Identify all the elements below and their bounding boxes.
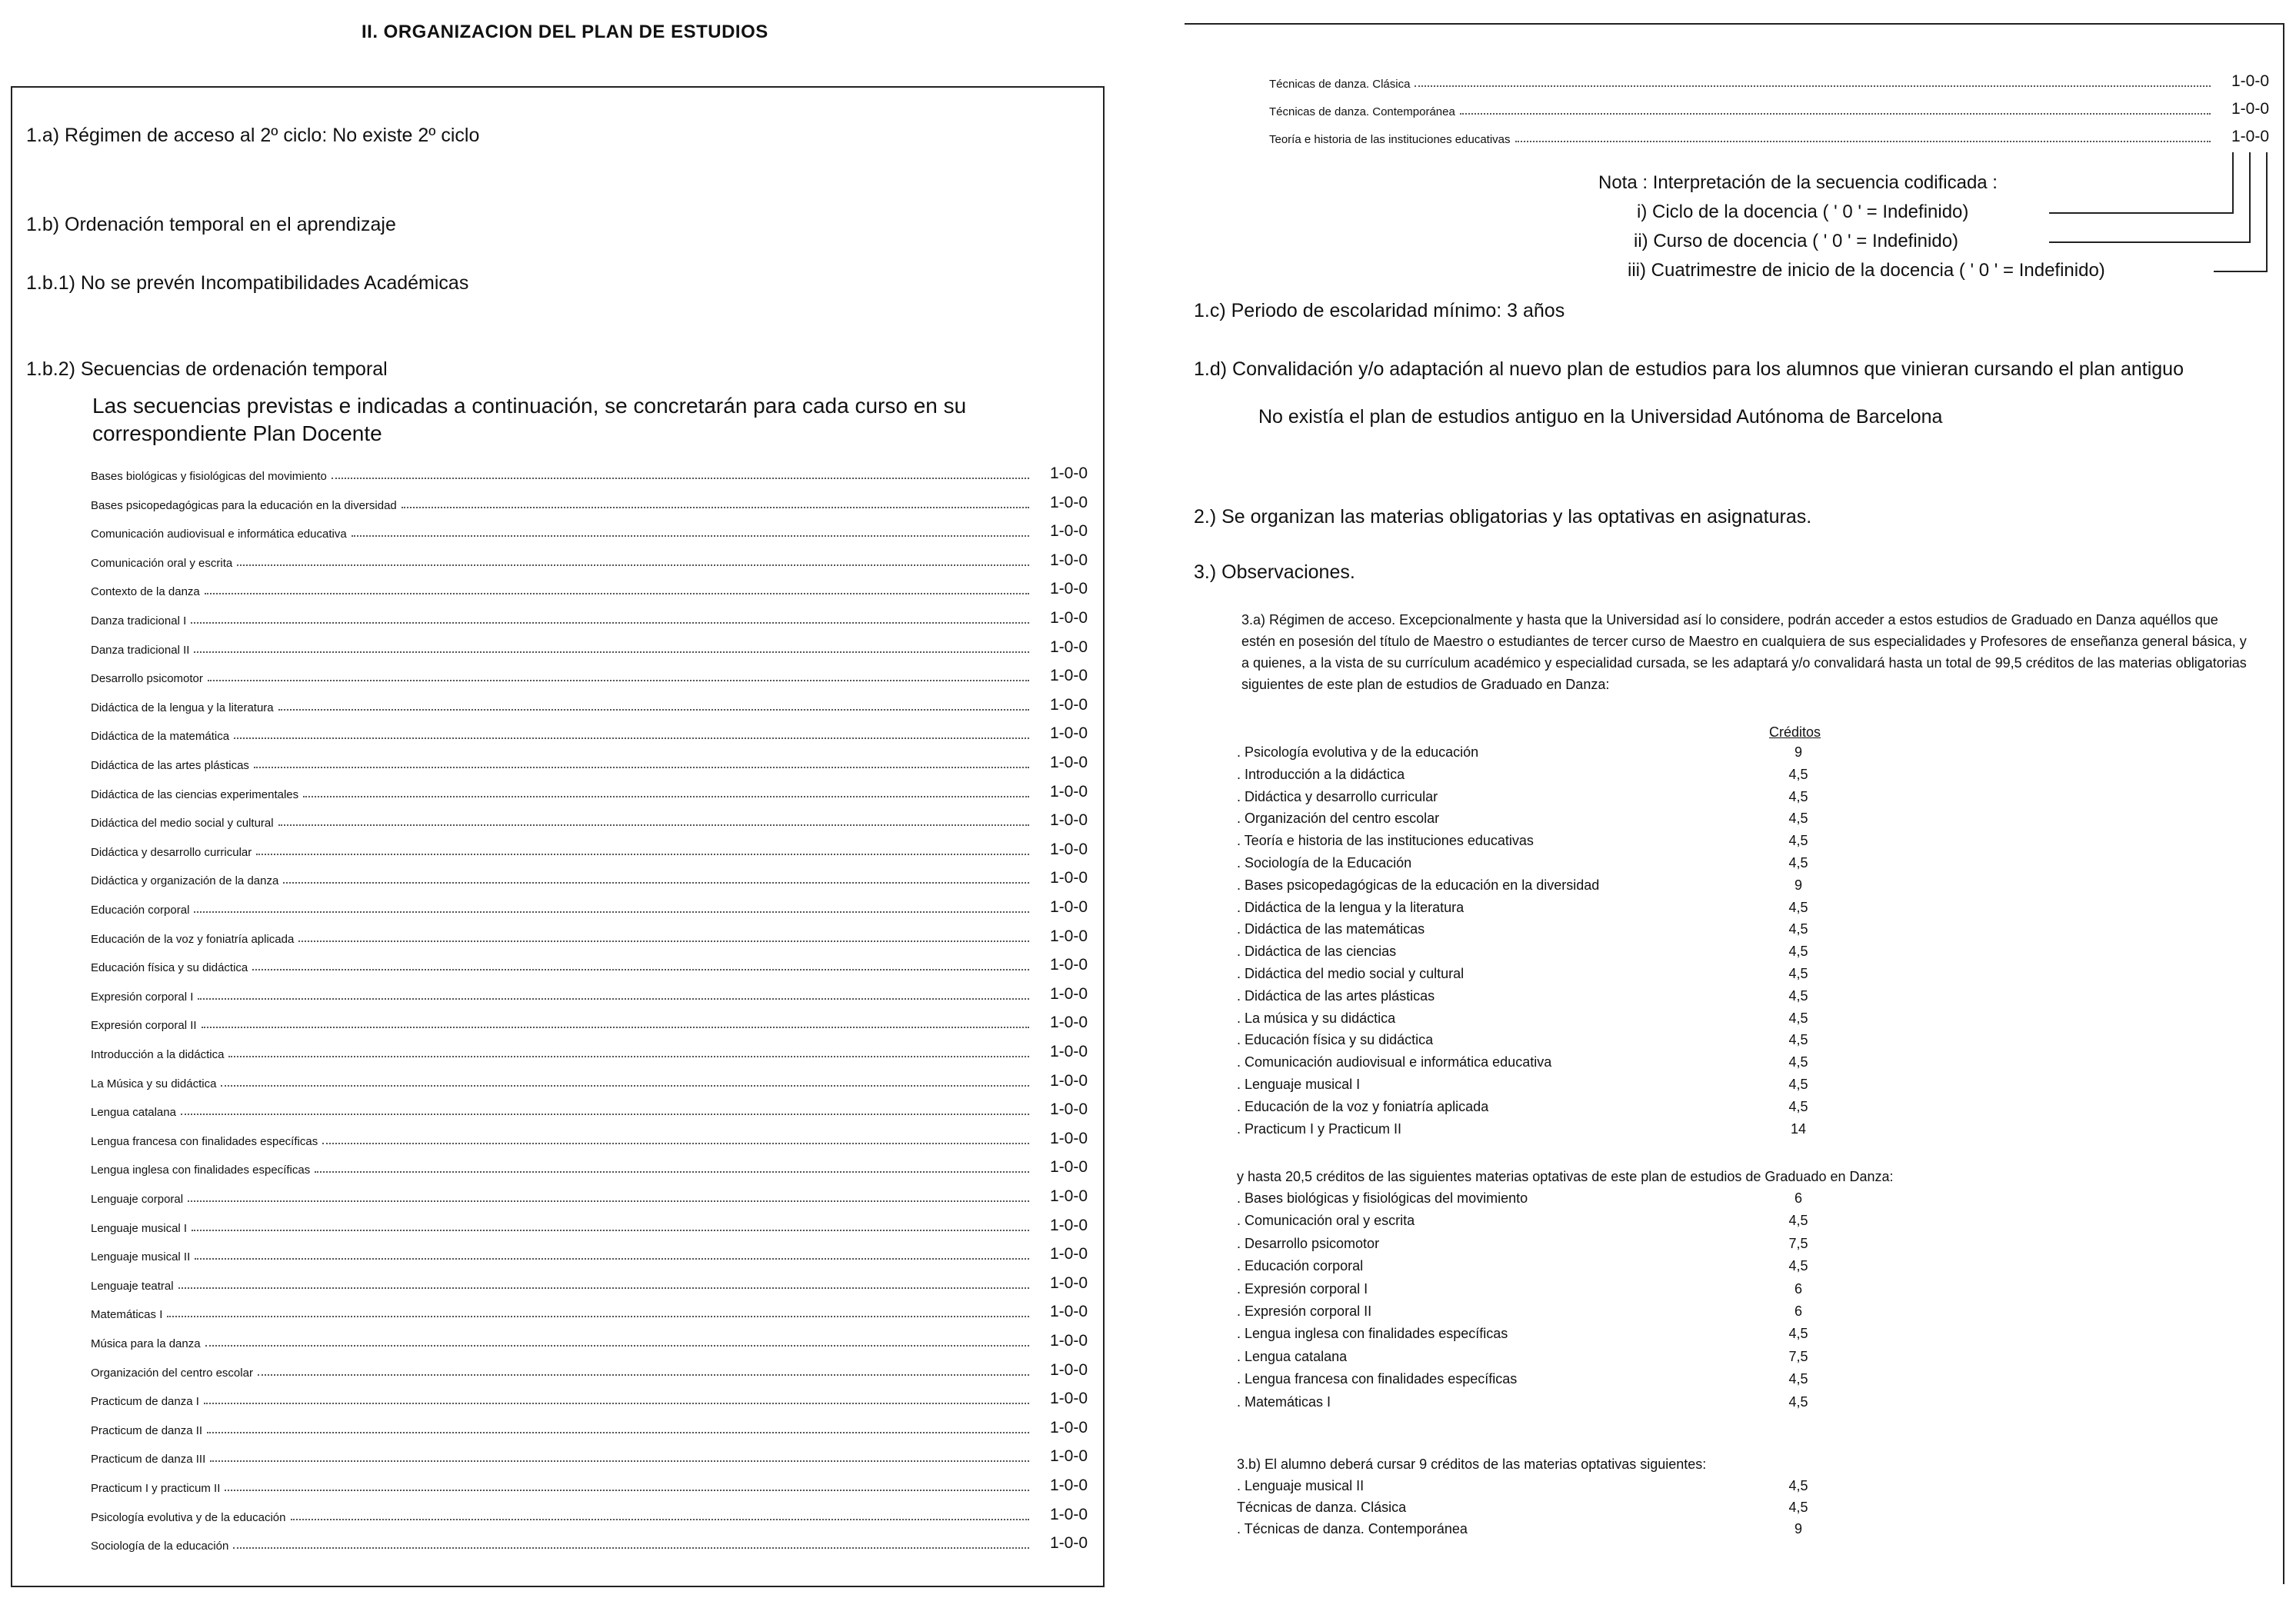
subject-name: Didáctica de la lengua y la literatura [91,701,274,714]
credit-value: 4,5 [1788,1393,1808,1410]
dot-leader [228,1056,1029,1057]
subject-name: Bases biológicas y fisiológicas del movimiento [91,470,327,483]
credit-subject: . Lenguaje musical I [1237,1077,1361,1092]
subject-name: Lengua francesa con finalidades específicas [91,1134,318,1148]
subject-row [91,640,1088,657]
subject-name: Educación corporal [91,904,190,917]
note-bracket-ii-vertical [2249,152,2251,243]
credit-subject: . Didáctica y desarrollo curricular [1237,788,1438,804]
credit-value: 4,5 [1788,1258,1808,1274]
credit-value: 4,5 [1788,1098,1808,1114]
sequence-code: 1-0-0 [1049,1418,1088,1437]
subject-name: Lenguaje musical I [91,1221,188,1235]
subject-row [1269,74,2269,91]
sequence-code: 1-0-0 [1049,811,1088,830]
credit-subject: . Didáctica de las artes plásticas [1237,987,1435,1004]
sequence-code: 1-0-0 [1049,1187,1088,1205]
credit-value: 4,5 [1788,1213,1808,1229]
credit-row [1237,1281,1821,1301]
subject-name: Practicum I y practicum II [91,1482,221,1495]
sequence-code: 1-0-0 [1049,1273,1088,1292]
section-3a-paragraph: 3.a) Régimen de acceso. Excepcionalmente y hasta que la Universidad así lo considere, podrán acceder a estos estudios de Graduado en Danza aquéllos que estén en posesión del título de Maestro o estudiantes de tercer curso de Maestro en cualquiera de sus especialidades y Profesores de enseñanza general básica, y a quienes, a la vista de su currículum académico y especialidad cursada, se les adaptará y/o convalidará hasta un total de 99,5 créditos de las materias obligatorias siguientes de este plan de estudios de Graduado en Danza: [1241,612,2247,692]
credit-row [1237,1032,1821,1052]
sequence-code: 1-0-0 [1049,580,1088,598]
credit-subject: . Bases psicopedagógicas de la educación en la diversidad [1237,877,1600,893]
sequence-code: 1-0-0 [1049,1014,1088,1032]
sequence-code: 1-0-0 [1049,956,1088,974]
dot-leader [1415,85,2211,87]
sequence-code: 1-0-0 [1049,1303,1088,1321]
subject-name: Educación física y su didáctica [91,961,248,975]
credit-subject: . Bases biológicas y fisiológicas del movimiento [1237,1190,1528,1206]
dot-leader [208,680,1029,681]
sequence-code: 1-0-0 [1049,1447,1088,1466]
subject-row [91,1507,1088,1524]
subject-name: Lengua inglesa con finalidades específicas [91,1164,311,1177]
subject-row [91,813,1088,830]
note-bracket-i-vertical [2232,152,2234,214]
page-title: II. ORGANIZACION DEL PLAN DE ESTUDIOS [362,22,768,42]
sequence-code: 1-0-0 [2231,128,2269,145]
subject-row [91,1478,1088,1495]
subject-name: Didáctica de las artes plásticas [91,759,249,772]
sequence-code: 1-0-0 [1049,1216,1088,1234]
subject-row [91,1333,1088,1350]
subject-row [91,1218,1088,1235]
credit-value: 4,5 [1788,1010,1808,1026]
credit-subject: . Organización del centro escolar [1237,811,1440,827]
dot-leader [195,1258,1029,1260]
credit-value: 4,5 [1788,833,1808,849]
subject-name: Bases psicopedagógicas para la educación en la diversidad [91,498,397,512]
credit-row [1237,1326,1821,1346]
credit-value: 6 [1794,1190,1802,1206]
credit-value: 7,5 [1788,1348,1808,1364]
subject-name: Educación de la voz y foniatría aplicada [91,932,295,946]
dot-leader [202,1027,1029,1028]
credit-value: 4,5 [1788,1371,1808,1387]
credit-row [1237,1500,1821,1520]
subject-name: Psicología evolutiva y de la educación [91,1510,286,1524]
subject-row [91,900,1088,917]
subject-row [91,957,1088,974]
credit-value: 9 [1794,744,1802,760]
subject-name: Expresión corporal II [91,1019,197,1033]
dot-leader [194,651,1029,653]
subject-row [91,1015,1088,1032]
credit-row [1237,1121,1821,1141]
subject-row [91,1420,1088,1437]
credit-subject: . Teoría e historia de las instituciones educativas [1237,833,1534,849]
dot-leader [322,1143,1029,1144]
credit-value: 4,5 [1788,1054,1808,1070]
sequence-code: 1-0-0 [1049,1390,1088,1408]
credit-subject: Técnicas de danza. Clásica [1237,1500,1407,1515]
subject-row [91,1189,1088,1206]
note-item-iii: iii) Cuatrimestre de inicio de la docencia ( ' 0 ' = Indefinido) [1628,260,2105,281]
sequence-code: 1-0-0 [1049,1100,1088,1119]
subject-name: Didáctica y desarrollo curricular [91,845,252,859]
credit-subject: . Lengua francesa con finalidades específicas [1237,1371,1518,1387]
subject-name: Contexto de la danza [91,585,200,599]
credit-value: 4,5 [1788,1032,1808,1048]
credit-subject: . Técnicas de danza. Contemporánea [1237,1521,1468,1536]
subject-row [91,697,1088,714]
subject-row [91,842,1088,859]
subject-name: Lenguaje teatral [91,1279,174,1293]
note-bracket-i-horizontal [2049,212,2234,214]
subject-name: Expresión corporal I [91,990,194,1004]
sequence-code: 1-0-0 [1049,1129,1088,1147]
dot-leader [225,1490,1029,1491]
note-bracket-ii-horizontal [2049,241,2251,243]
dot-leader [332,478,1029,479]
subject-row [91,668,1088,685]
sequence-code: 1-0-0 [1049,667,1088,685]
subject-name: Didáctica de la matemática [91,730,230,744]
section-2: 2.) Se organizan las materias obligatorias y las optativas en asignaturas. [1194,506,1812,528]
credit-value: 9 [1794,1521,1802,1536]
credit-subject: . Matemáticas I [1237,1393,1331,1410]
subject-name: Comunicación oral y escrita [91,556,233,570]
section-1d-text: No existía el plan de estudios antiguo en la Universidad Autónoma de Barcelona [1258,406,1943,428]
sequence-code: 1-0-0 [1049,1534,1088,1553]
subject-name: Practicum de danza III [91,1453,206,1467]
subject-row [91,1160,1088,1177]
subject-row [91,1071,1088,1090]
sequence-code: 1-0-0 [1049,724,1088,743]
section-1a: 1.a) Régimen de acceso al 2º ciclo: No existe 2º ciclo [26,125,480,146]
credit-value: 4,5 [1788,1478,1808,1493]
credit-row [1237,1371,1821,1391]
dot-leader [205,1345,1029,1347]
subject-name: Matemáticas I [91,1308,163,1322]
credit-subject: . Expresión corporal II [1237,1303,1372,1319]
section-1b1: 1.b.1) No se prevén Incompatibilidades Académicas [26,272,469,294]
subject-name: Comunicación audiovisual e informática educativa [91,528,347,541]
sequence-code: 1-0-0 [1049,1245,1088,1263]
sequence-code: 1-0-0 [1049,782,1088,801]
subject-row [91,1102,1088,1119]
credit-subject: . Expresión corporal I [1237,1280,1368,1297]
dot-leader [278,824,1029,826]
dot-leader [191,622,1029,624]
credit-subject: . Desarrollo psicomotor [1237,1235,1380,1251]
credit-row [1237,900,1821,920]
optativas-intro: y hasta 20,5 créditos de las siguientes materias optativas de este plan de estudios de Graduado en Danza: [1237,1169,1894,1184]
credit-subject: . Lengua inglesa con finalidades específicas [1237,1326,1508,1342]
credit-subject: . Educación corporal [1237,1258,1364,1274]
section-3b-intro: 3.b) El alumno deberá cursar 9 créditos de las materias optativas siguientes: [1237,1457,1707,1472]
subject-name: Didáctica del medio social y cultural [91,817,274,831]
subject-name: Practicum de danza I [91,1395,199,1409]
sequence-code: 1-0-0 [1049,695,1088,714]
subject-row [91,1273,1088,1293]
right-page-right-border [2283,23,2284,1584]
subject-row [91,726,1088,743]
dot-leader [402,507,1029,508]
dot-leader [194,911,1029,913]
subject-name: Sociología de la educación [91,1540,229,1553]
subject-row [91,755,1088,772]
subject-name: Danza tradicional I [91,614,187,628]
subject-row [91,524,1088,541]
sequence-code: 1-0-0 [1049,1071,1088,1090]
credit-row [1237,1303,1821,1323]
sequence-code: 1-0-0 [1049,522,1088,541]
section-1c: 1.c) Periodo de escolaridad mínimo: 3 años [1194,300,1565,321]
dot-leader [233,1547,1029,1549]
sequence-code: 1-0-0 [1049,898,1088,916]
subject-row [1269,102,2269,118]
subject-row [91,611,1088,628]
dot-leader [291,1519,1030,1520]
note-item-ii: ii) Curso de docencia ( ' 0 ' = Indefinido) [1634,231,1959,251]
credit-value: 6 [1794,1280,1802,1297]
subject-row [91,553,1088,570]
credit-row [1237,811,1821,831]
sequence-code: 1-0-0 [1049,869,1088,887]
sequence-code: 1-0-0 [1049,464,1088,482]
credit-subject: . Psicología evolutiva y de la educación [1237,744,1479,760]
credit-row [1237,1349,1821,1369]
dot-leader [256,854,1029,855]
sequence-code: 1-0-0 [2231,72,2269,90]
dot-leader [254,767,1029,768]
dot-leader [204,1403,1029,1404]
credit-row [1237,1213,1821,1233]
sequence-code: 1-0-0 [1049,840,1088,858]
credit-subject: . Didáctica de las matemáticas [1237,921,1425,937]
credit-subject: . Sociología de la Educación [1237,855,1412,871]
subject-row [91,1131,1088,1148]
credit-row [1237,1394,1821,1414]
section-1b: 1.b) Ordenación temporal en el aprendizaje [26,214,396,235]
credit-value: 6 [1794,1303,1802,1319]
dot-leader [205,593,1029,594]
dot-leader [221,1085,1029,1087]
subject-name: Música para la danza [91,1337,201,1350]
dot-leader [207,1432,1029,1433]
creditos-header: Créditos [1769,724,1821,740]
subject-row [91,1044,1088,1061]
dot-leader [188,1200,1029,1202]
subject-row [91,1449,1088,1466]
credit-row [1237,1077,1821,1097]
subject-name: Técnicas de danza. Clásica [1269,78,1411,91]
dot-leader [198,998,1029,1000]
dot-leader [258,1374,1029,1376]
intro-paragraph: Las secuencias previstas e indicadas a continuación, se concretarán para cada curso en su correspondiente Plan Docente [92,394,967,445]
credit-row [1237,966,1821,986]
credit-subject: . Comunicación oral y escrita [1237,1213,1415,1229]
credit-row [1237,1258,1821,1278]
credit-row [1237,988,1821,1008]
credit-value: 9 [1794,877,1802,893]
dot-leader [210,1460,1029,1462]
credit-subject: . Lengua catalana [1237,1348,1348,1364]
credit-row [1237,1236,1821,1256]
dot-leader [237,564,1029,566]
credit-row [1237,789,1821,809]
credit-value: 4,5 [1788,766,1808,782]
sequence-code: 1-0-0 [1049,551,1088,569]
dot-leader [1515,141,2211,142]
subject-row [1269,129,2269,146]
sequence-code: 1-0-0 [1049,1476,1088,1494]
sequence-code: 1-0-0 [1049,927,1088,945]
credit-row [1237,1099,1821,1119]
credit-row [1237,767,1821,787]
subject-name: Didáctica y organización de la danza [91,874,279,888]
dot-leader [303,796,1029,797]
subject-row [91,581,1088,598]
sequence-code: 1-0-0 [1049,1332,1088,1350]
subject-row [91,466,1088,483]
subject-name: Organización del centro escolar [91,1366,253,1380]
dot-leader [1460,113,2211,115]
sequence-code: 1-0-0 [1049,1043,1088,1060]
credit-subject: . Comunicación audiovisual e informática educativa [1237,1054,1552,1070]
credit-value: 14 [1790,1120,1807,1137]
subject-name: Lenguaje corporal [91,1193,184,1206]
sequence-code: 1-0-0 [1049,609,1088,627]
subject-name: La Música y su didáctica [91,1077,217,1090]
dot-leader [234,737,1029,739]
dot-leader [181,1114,1029,1115]
credit-value: 4,5 [1788,944,1808,960]
subject-name: Danza tradicional II [91,643,190,657]
credit-value: 4,5 [1788,1500,1808,1515]
subject-name: Lengua catalana [91,1106,176,1120]
sequence-code: 1-0-0 [1049,1505,1088,1523]
credit-row [1237,1478,1821,1498]
credit-row [1237,944,1821,964]
credit-row [1237,921,1821,941]
credit-subject: . La música y su didáctica [1237,1010,1396,1026]
subject-name: Lenguaje musical II [91,1250,191,1264]
subject-name: Introducción a la didáctica [91,1048,225,1061]
sequence-code: 1-0-0 [1049,1360,1088,1379]
note-bracket-iii-horizontal [2214,271,2268,272]
subject-row [91,495,1088,512]
subject-row [91,871,1088,887]
sequence-code: 1-0-0 [1049,754,1088,771]
dot-leader [252,969,1029,970]
dot-leader [278,709,1029,711]
subject-row [91,984,1088,1004]
subject-row [91,1304,1088,1321]
credit-row [1237,1190,1821,1210]
credit-subject: . Lenguaje musical II [1237,1478,1365,1493]
right-page-top-border [1185,23,2284,25]
note-bracket-iii-vertical [2266,152,2268,272]
section-1b2: 1.b.2) Secuencias de ordenación temporal [26,358,388,380]
credit-row [1237,744,1821,764]
dot-leader [283,882,1029,884]
note-item-i: i) Ciclo de la docencia ( ' 0 ' = Indefinido) [1637,201,1969,222]
credit-value: 4,5 [1788,811,1808,827]
subject-row [91,1391,1088,1408]
subject-name: Teoría e historia de las instituciones educativas [1269,133,1511,146]
section-3: 3.) Observaciones. [1194,561,1355,583]
credit-row [1237,877,1821,897]
sequence-code: 1-0-0 [2231,100,2269,118]
sequence-code: 1-0-0 [1049,638,1088,656]
dot-leader [192,1230,1029,1231]
sequence-code: 1-0-0 [1049,1158,1088,1177]
credit-subject: . Introducción a la didáctica [1237,766,1405,782]
credit-value: 4,5 [1788,899,1808,915]
dot-leader [167,1316,1029,1317]
credit-subject: . Didáctica del medio social y cultural [1237,966,1465,981]
section-1d: 1.d) Convalidación y/o adaptación al nuevo plan de estudios para los alumnos que vinieran cursando el plan antiguo [1194,358,2184,380]
subject-row [91,1247,1088,1263]
subject-name: Desarrollo psicomotor [91,672,203,686]
subject-row [91,784,1088,801]
subject-row [91,929,1088,946]
dot-leader [315,1171,1029,1173]
credit-row [1237,1010,1821,1030]
sequence-code: 1-0-0 [1049,493,1088,511]
credit-subject: . Didáctica de las ciencias [1237,944,1397,960]
credit-value: 4,5 [1788,788,1808,804]
subject-name: Practicum de danza II [91,1423,203,1437]
credit-subject: . Educación física y su didáctica [1237,1032,1434,1048]
credit-subject: . Educación de la voz y foniatría aplicada [1237,1098,1489,1114]
credit-value: 4,5 [1788,987,1808,1004]
credit-row [1237,855,1821,875]
subject-row [91,1536,1088,1553]
dot-leader [178,1287,1029,1289]
dot-leader [298,940,1029,942]
credit-row [1237,1054,1821,1074]
credit-subject: . Practicum I y Practicum II [1237,1120,1402,1137]
credit-value: 4,5 [1788,855,1808,871]
subject-row [91,1360,1088,1380]
credit-row [1237,833,1821,853]
credit-value: 4,5 [1788,921,1808,937]
subject-name: Técnicas de danza. Contemporánea [1269,105,1455,118]
credit-subject: . Didáctica de la lengua y la literatura [1237,899,1465,915]
credit-value: 7,5 [1788,1235,1808,1251]
credit-row [1237,1521,1821,1541]
subject-name: Didáctica de las ciencias experimentales [91,787,299,801]
credit-value: 4,5 [1788,1077,1808,1092]
note-title: Nota : Interpretación de la secuencia codificada : [1598,172,1998,193]
credit-value: 4,5 [1788,966,1808,981]
dot-leader [352,535,1029,537]
sequence-code: 1-0-0 [1049,984,1088,1003]
credit-value: 4,5 [1788,1326,1808,1342]
